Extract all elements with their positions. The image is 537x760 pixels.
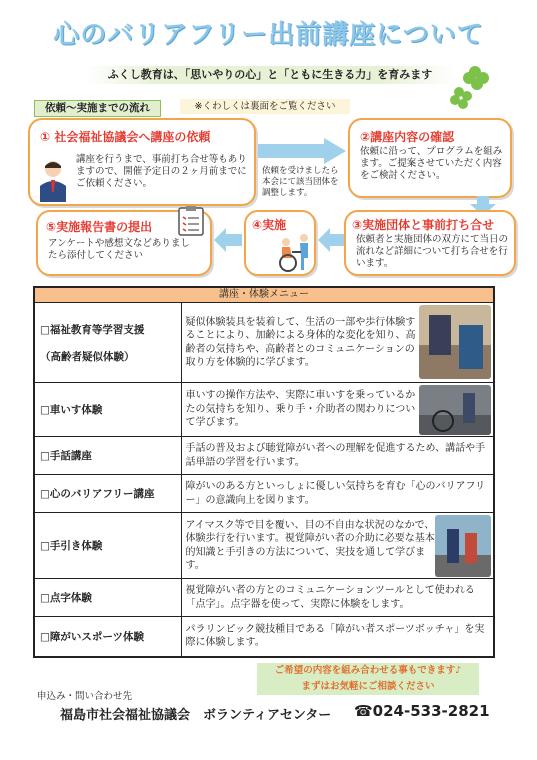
wheelchair-photo bbox=[419, 385, 491, 435]
table-row bbox=[34, 383, 494, 437]
table-row bbox=[34, 437, 494, 475]
step-4-box bbox=[244, 210, 316, 276]
step-3-box bbox=[344, 210, 516, 276]
menu-table bbox=[33, 286, 495, 658]
step-5-body: アンケートや感想文などありましたら添付してください bbox=[48, 238, 190, 261]
contact-label: 申込み・問い合わせ先 bbox=[37, 691, 133, 702]
combination-note-line-2: まずはお気軽にご相談ください bbox=[301, 681, 435, 692]
menu-item-desc bbox=[181, 383, 494, 437]
step-4-title: ④実施 bbox=[252, 218, 287, 232]
elderly-simulation-photo bbox=[419, 305, 491, 379]
menu-item-name: □手話講座 bbox=[34, 437, 181, 475]
arrow-right-icon bbox=[258, 138, 346, 164]
menu-item-desc bbox=[181, 513, 494, 579]
step-1-box bbox=[28, 118, 256, 206]
step-5-title: ⑤実施報告書の提出 bbox=[46, 220, 153, 234]
guide-walk-photo bbox=[435, 515, 491, 577]
combination-note-line-1: ご希望の内容を組み合わせる事もできます♪ bbox=[274, 665, 462, 676]
menu-item-label: □福祉教育等学習支援 bbox=[40, 323, 145, 336]
staff-person-icon bbox=[34, 158, 72, 202]
flow-note: ※くわしくは裏面をご覧ください bbox=[180, 99, 350, 114]
arrow-left-icon bbox=[214, 228, 242, 252]
wheelchair-helper-icon bbox=[274, 232, 314, 272]
page-title: 心のバリアフリー出前講座について bbox=[53, 20, 484, 50]
menu-item-desc: パラリンピック競技種目である「障がい者スポーツボッチャ」を実際に体験します。 bbox=[181, 617, 494, 657]
step-2-title: ②講座内容の確認 bbox=[360, 130, 455, 144]
menu-item-desc-text: 疑似体験装具を装着して、生活の一部や歩行体験することにより、加齢による身体的な変化を知り、高齢者の気持ちや、高齢者とのコミュニケーションの取り方を体験的に学びます。 bbox=[185, 316, 416, 368]
menu-item-desc-text: 車いすの操作方法や、実際に車いすを乗っているかたの気持ちを知り、乗り手・介助者の関わりについて学びます。 bbox=[185, 390, 416, 429]
menu-item-desc bbox=[181, 303, 494, 383]
menu-item-name: □点字体験 bbox=[34, 579, 181, 617]
menu-item-desc: 視覚障がい者の方とのコミュニケーションツールとして使われる「点字」。点字器を使って、実際に体験をします。 bbox=[181, 579, 494, 617]
step-1-body: 講座を行うまで、事前打ち合せ等もありますので、開催予定日の２ヶ月前までにご依頼ください。 bbox=[76, 154, 247, 189]
step-3-title: ③実施団体と事前打ち合せ bbox=[352, 218, 495, 232]
contact-phone: ☎024-533-2821 bbox=[354, 702, 490, 720]
combination-note bbox=[257, 663, 479, 695]
menu-header: 講座・体験メニュー bbox=[34, 287, 494, 303]
table-row bbox=[34, 475, 494, 513]
table-row bbox=[34, 513, 494, 579]
flow-label: 依頼～実施までの流れ bbox=[34, 100, 161, 117]
between-note: 依頼を受けましたら本会にて該当団体を調整します。 bbox=[262, 166, 339, 198]
step-1-title: ① 社会福祉協議会へ講座の依頼 bbox=[40, 130, 211, 144]
menu-item-name bbox=[34, 303, 181, 383]
menu-item-name: □手引き体験 bbox=[34, 513, 181, 579]
menu-item-name: □車いす体験 bbox=[34, 383, 181, 437]
menu-item-desc: 障がいのある方といっしょに優しい気持ちを育む「心のバリアフリー」の意識向上を図ります。 bbox=[181, 475, 494, 513]
menu-item-desc: 手話の普及および聴覚障がい者への理解を促進するため、講話や手話単語の学習を行います。 bbox=[181, 437, 494, 475]
table-row bbox=[34, 579, 494, 617]
subtitle: ふくし教育は、「思いやりの心」と「ともに生きる力」を育みます bbox=[85, 66, 455, 84]
menu-item-name: □障がいスポーツ体験 bbox=[34, 617, 181, 657]
contact-organization: 福島市社会福祉協議会 ボランティアセンター bbox=[60, 708, 332, 723]
clipboard-icon bbox=[176, 206, 206, 236]
step-2-body: 依頼に沿って、プログラムを組みます。ご提案させていただく内容をご検討ください。 bbox=[360, 146, 503, 181]
step-2-box bbox=[348, 118, 512, 198]
menu-item-desc-text: アイマスク等で目を覆い、目の不自由な状況のなかで、体験歩行を行います。視覚障がい者の介助に必要な基本的知識と手引きの方法について、実技を通して学びます。 bbox=[185, 519, 435, 571]
table-row bbox=[34, 617, 494, 657]
step-5-box bbox=[36, 210, 212, 276]
menu-item-sublabel: （高齢者疑似体験） bbox=[40, 350, 135, 363]
arrow-left-icon bbox=[318, 228, 344, 252]
menu-item-name: □心のバリアフリー講座 bbox=[34, 475, 181, 513]
table-row bbox=[34, 303, 494, 383]
step-3-body: 依頼者と実施団体の双方にて当日の流れなど詳細について打ち合せを行います。 bbox=[356, 234, 509, 269]
